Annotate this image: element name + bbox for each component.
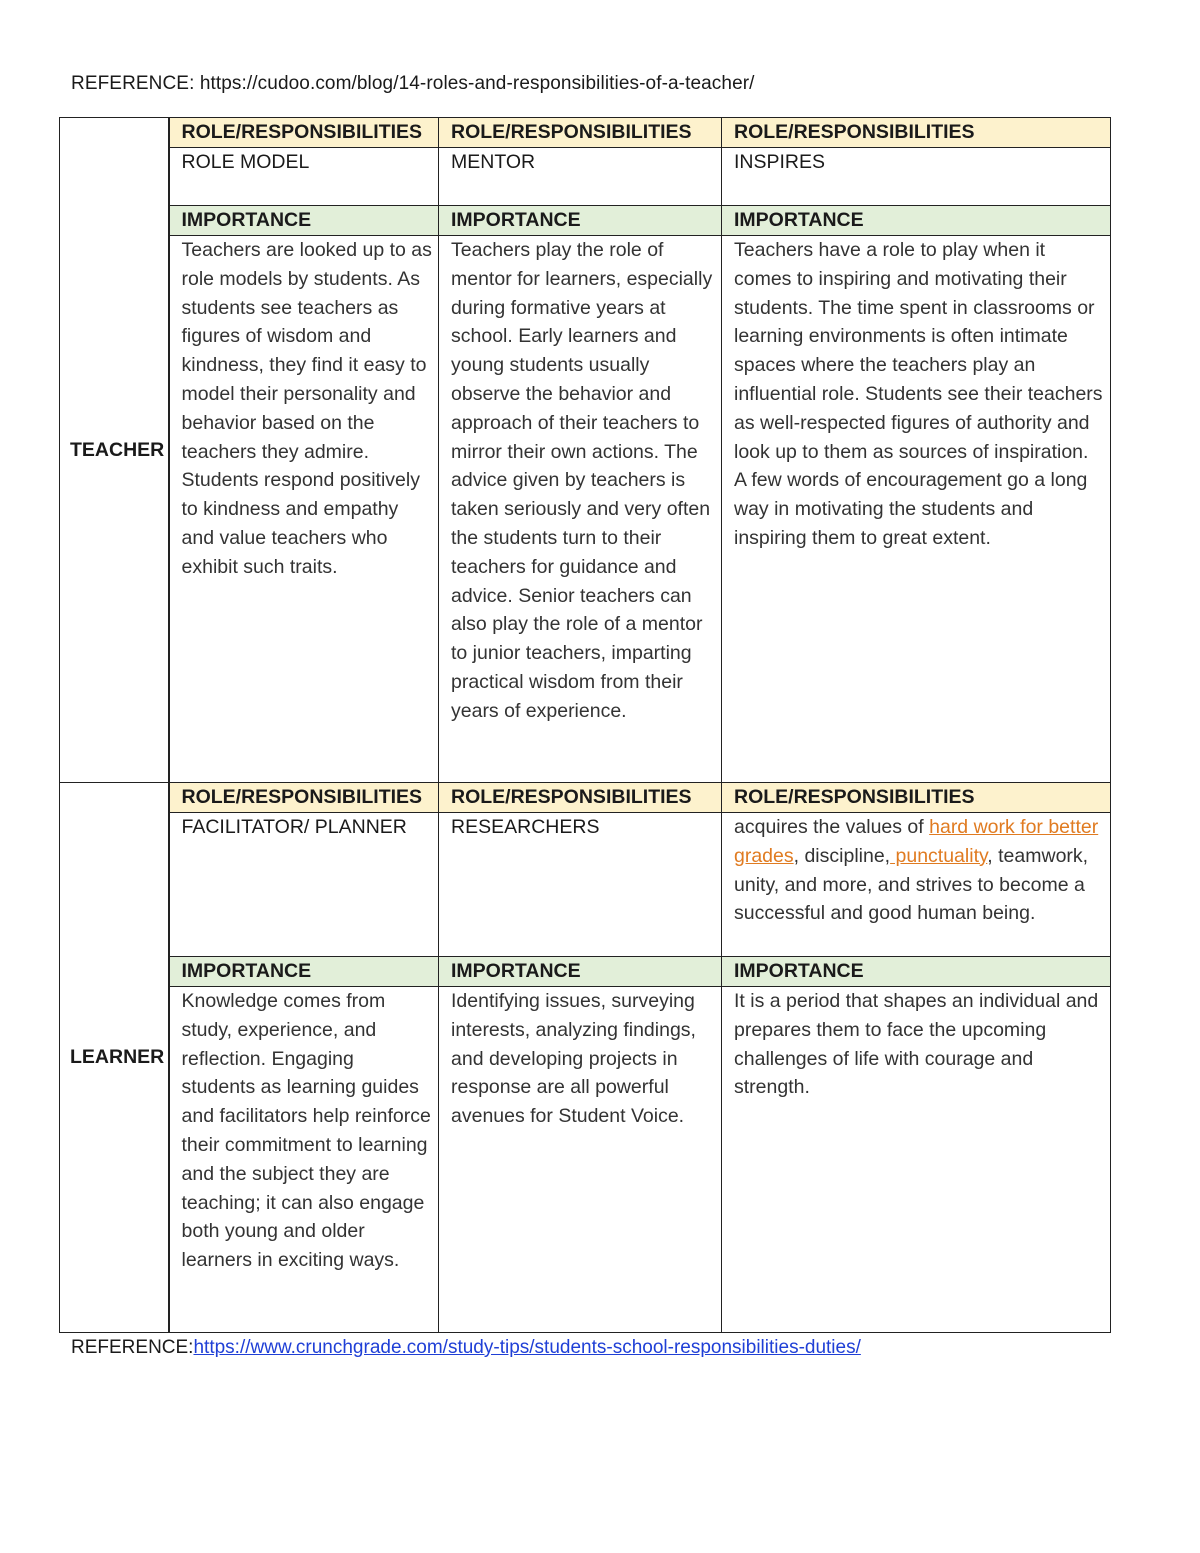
reference-bottom-link[interactable]: https://www.crunchgrade.com/study-tips/students-school-responsibilities-duties/ (193, 1337, 861, 1358)
teacher-role-row (60, 148, 1111, 206)
learner-importance-header-2: IMPORTANCE (439, 957, 722, 987)
learner-importance-1: Knowledge comes from study, experience, and reflection. Engaging students as learning guides and facilitators help reinforce their commitment to learning and the subject they are teaching; it can also engage both young and older learners in exciting ways. (169, 987, 439, 1333)
teacher-importance-header-row (60, 206, 1111, 236)
learner-role-row (60, 813, 1111, 957)
teacher-importance-header-1: IMPORTANCE (169, 206, 439, 236)
teacher-importance-3: Teachers have a role to play when it comes to inspiring and motivating their students. The time spent in classrooms or learning environments is often intimate spaces where the teachers play an influential role. Students see their teachers as well-respected figures of authority and look up to them as sources of inspiration. A few words of encouragement go a long way in motivating the students and inspiring them to great extent. (722, 236, 1111, 783)
punctuality-link[interactable]: punctuality (890, 844, 988, 867)
learner-importance-row (60, 987, 1111, 1333)
learner-role-header-1: ROLE/RESPONSIBILITIES (169, 783, 439, 813)
teacher-importance-row (60, 236, 1111, 783)
reference-top-url: https://cudoo.com/blog/14-roles-and-responsibilities-of-a-teacher/ (199, 73, 755, 94)
hard-work-link[interactable]: hard work for better grades (734, 816, 1099, 867)
teacher-role-header-row (60, 118, 1111, 148)
teacher-importance-1: Teachers are looked up to as role models by students. As students see teachers as figures of wisdom and kindness, they find it easy to model their personality and behavior based on the teachers they admire. Students respond positively to kindness and empathy and value teachers who exhibit such traits. (169, 236, 439, 783)
learner-role-header-row (60, 783, 1111, 813)
learner-importance-3: It is a period that shapes an individual and prepares them to face the upcoming challenges of life with courage and strength. (722, 987, 1111, 1333)
learner-importance-header-3: IMPORTANCE (722, 957, 1111, 987)
learner-role-3-part3: , teamwork, unity, and more, and strives to become a successful and good human being. (734, 844, 1089, 925)
roles-table (59, 117, 1111, 1333)
learner-label: LEARNER (60, 783, 169, 1333)
learner-role-header-2: ROLE/RESPONSIBILITIES (439, 783, 722, 813)
learner-importance-header-row (60, 957, 1111, 987)
learner-importance-2: Identifying issues, surveying interests, analyzing findings, and developing projects in response are all powerful avenues for Student Voice. (439, 987, 722, 1333)
learner-importance-header-1: IMPORTANCE (169, 957, 439, 987)
teacher-label: TEACHER (60, 118, 169, 783)
teacher-importance-2: Teachers play the role of mentor for learners, especially during formative years at school. Early learners and young students usually observe the behavior and approach of their teachers to mirror their own actions. The advice given by teachers is taken seriously and very often the students turn to their teachers for guidance and advice. Senior teachers can also play the role of a mentor to junior teachers, imparting practical wisdom from their years of experience. (439, 236, 722, 783)
teacher-importance-header-3: IMPORTANCE (722, 206, 1111, 236)
learner-role-3-part1: acquires the values of (734, 816, 930, 838)
teacher-role-2: MENTOR (439, 148, 722, 206)
learner-role-3-part2: , discipline, (793, 844, 891, 867)
learner-role-1: FACILITATOR/ PLANNER (169, 813, 439, 957)
teacher-role-header-2: ROLE/RESPONSIBILITIES (439, 118, 722, 148)
reference-bottom (71, 1337, 861, 1359)
learner-role-header-3: ROLE/RESPONSIBILITIES (722, 783, 1111, 813)
teacher-role-header-1: ROLE/RESPONSIBILITIES (169, 118, 439, 148)
teacher-role-3: INSPIRES (722, 148, 1111, 206)
reference-top-label: REFERENCE: (71, 73, 200, 94)
learner-role-3 (722, 813, 1111, 957)
teacher-role-1: ROLE MODEL (169, 148, 439, 206)
teacher-importance-header-2: IMPORTANCE (439, 206, 722, 236)
learner-role-2: RESEARCHERS (439, 813, 722, 957)
reference-top (71, 73, 755, 95)
reference-bottom-label: REFERENCE: (71, 1337, 194, 1358)
teacher-role-header-3: ROLE/RESPONSIBILITIES (722, 118, 1111, 148)
